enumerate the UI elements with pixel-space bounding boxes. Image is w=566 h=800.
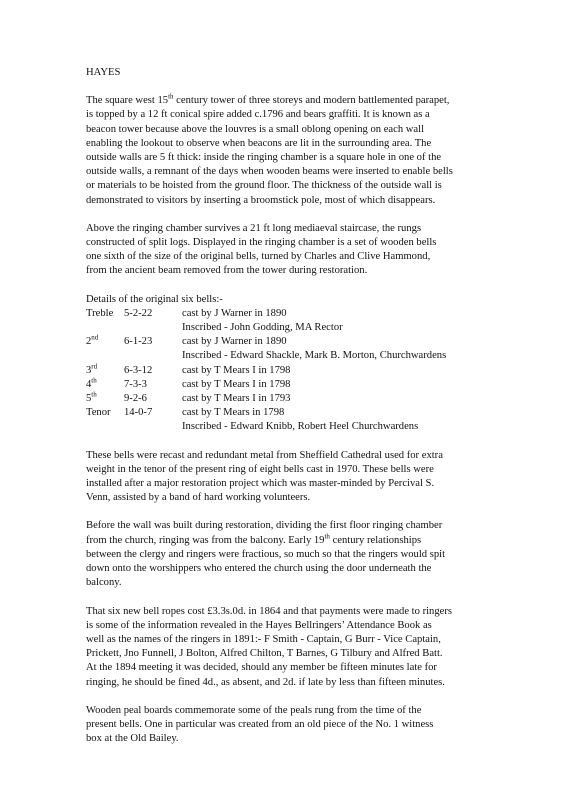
bell-name-text: Tenor — [86, 407, 111, 419]
bell-name-text: Treble — [86, 307, 114, 319]
bell-weight — [124, 349, 182, 363]
paragraph-balcony — [86, 519, 526, 590]
bell-row — [86, 392, 446, 406]
bell-name-text: 2 — [86, 336, 92, 348]
bell-row — [86, 349, 446, 363]
paragraph-text: century tower of three storeys and modern battlemented parapet, is topped by a 12 ft conical spire added c.1796 and bears graffiti. It is known as a beacon tower because above the louvres is a small oblong opening on each wall enabling the lookout to observe when beacons are lit in the surrounding area. The outside walls are 5 ft thick: inside the ringing chamber is a square hole in one of the outside walls, a remnant of the days when wooden beams were inserted to enable bells or materials to be hoisted from the ground floor. The thickness of the outside wall is demonstrated to visitors by inserting a broomstick pole, most of which disappears. — [86, 95, 453, 206]
bells-intro: Details of the original six bells:- — [86, 293, 223, 305]
bell-weight: 6-1-23 — [124, 336, 153, 348]
bell-detail: cast by T Mears I in 1793 — [182, 393, 291, 405]
bell-detail: Inscribed - John Godding, MA Rector — [182, 322, 343, 334]
bell-weight: 5-2-22 — [124, 307, 153, 319]
bell-name — [86, 307, 124, 321]
paragraph-text: These bells were recast and redundant metal from Sheffield Cathedral used for extra weight in the tenor of the present ring of eight bells cast in 1970. These bells were installed after a major restoration project which was master-minded by Percival S. Venn, assisted by a band of hard working volunteers. — [86, 449, 443, 504]
paragraph-staircase — [86, 222, 526, 279]
ordinal-suffix: nd — [91, 333, 99, 342]
bell-detail: cast by T Mears in 1798 — [182, 407, 285, 419]
paragraph-tower-description — [86, 94, 526, 208]
bell-weight: 7-3-3 — [124, 378, 147, 390]
paragraph-recast — [86, 449, 526, 506]
paragraph-text: Wooden peal boards commemorate some of the peals rung from the time of the present bells. One in particular was created from an old piece of the No. 1 witness box at the Old Bailey. — [86, 704, 434, 745]
ordinal-suffix: th — [91, 376, 97, 385]
paragraph-text: Above the ringing chamber survives a 21 ft long mediaeval staircase, the rungs constructed of split logs. Displayed in the ringing chamber is a set of wooden bells one sixth of the size of the original bells, turned by Charles and Clive Hammond, from the ancient beam removed from the tower during restoration. — [86, 222, 437, 277]
page-title: HAYES — [86, 67, 121, 78]
paragraph-peal-boards — [86, 704, 526, 747]
paragraph-text: That six new bell ropes cost £3.3s.0d. in 1864 and that payments were made to ringers is some of the information revealed in the Hayes Bellringers’ Attendance Book as well as the names of the ringers in 1891:- F Smith - Captain, G Burr - Vice Captain, Prickett, Jno Funnell, J Bolton, Alfred Chilton, T Barnes, G Tilbury and Alfred Batt. At the 1894 meeting it was decided, should any member be fifteen minutes late for ringing, he should be fined 4d., as absent, and 2d. if late by less than fifteen minutes. — [86, 605, 452, 688]
bell-name — [86, 335, 124, 349]
document-page — [86, 66, 526, 760]
paragraph-text: century relationships between the clergy and ringers were fractious, so much so that the ringers would spit down onto the worshippers who entered the church using the door underneath the balcony. — [86, 534, 446, 589]
paragraph-bell-ropes — [86, 605, 526, 690]
bell-weight: 6-3-12 — [124, 364, 153, 376]
bell-weight: 9-2-6 — [124, 393, 147, 405]
bell-name-text: 3 — [86, 364, 92, 376]
bell-weight — [124, 321, 182, 335]
bell-row — [86, 307, 446, 321]
bell-detail: cast by T Mears I in 1798 — [182, 378, 291, 390]
bell-name — [86, 406, 124, 420]
bell-row — [86, 321, 446, 335]
bell-row — [86, 335, 446, 349]
bell-row — [86, 378, 446, 392]
bell-weight — [124, 420, 182, 434]
ordinal-suffix: th — [168, 92, 174, 101]
ordinal-suffix: th — [91, 390, 97, 399]
bell-detail: Inscribed - Edward Shackle, Mark B. Morton, Churchwardens — [182, 350, 447, 362]
ordinal-suffix: th — [324, 532, 330, 541]
paragraph-text: The square west 15 — [86, 95, 169, 107]
bell-row — [86, 420, 446, 434]
bell-row — [86, 406, 446, 420]
bell-detail: cast by J Warner in 1890 — [182, 307, 287, 319]
bell-name-text: 5 — [86, 393, 92, 405]
paragraph-text: Before the wall was built during restoration, dividing the first floor ringing chamber from the church, ringing was from the balcony. Early 19 — [86, 520, 443, 546]
ordinal-suffix: rd — [91, 362, 98, 371]
bell-row — [86, 364, 446, 378]
bell-name — [86, 420, 124, 434]
bell-detail: cast by T Mears I in 1798 — [182, 364, 291, 376]
bell-name — [86, 392, 124, 406]
bell-detail: Inscribed - Edward Knibb, Robert Heel Churchwardens — [182, 421, 419, 433]
bell-detail: cast by J Warner in 1890 — [182, 336, 287, 348]
bell-weight: 14-0-7 — [124, 407, 153, 419]
bells-table — [86, 307, 446, 435]
bell-name-text: 4 — [86, 378, 92, 390]
